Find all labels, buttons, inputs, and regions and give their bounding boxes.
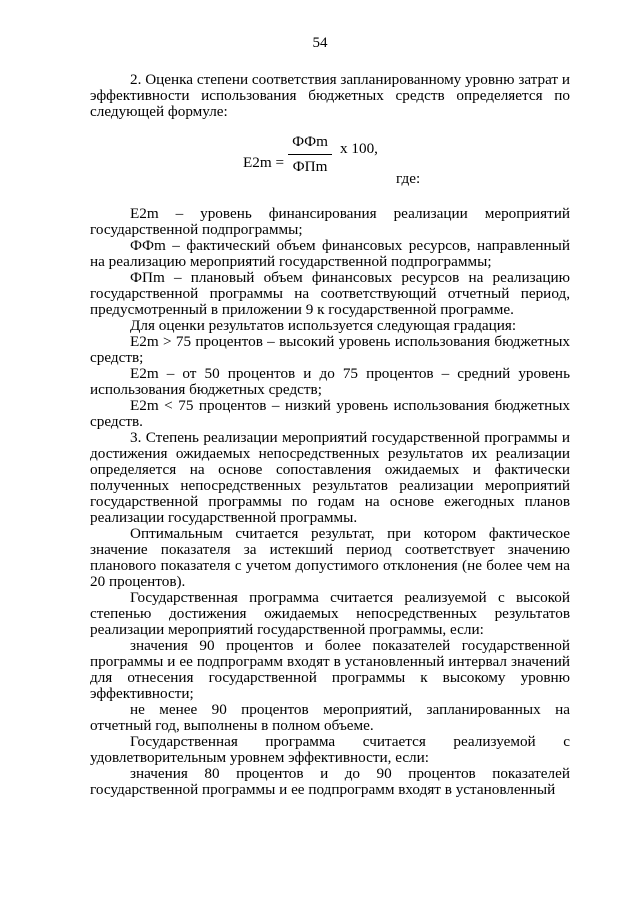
paragraph-high-level-indicators: значения 90 процентов и более показателей государственной программы и ее подпрограмм входят в установленный интервал значений для отнесения государственной программы к высокому уровню эффективности;: [90, 637, 570, 702]
paragraph-ffm-definition: ФФm – фактический объем финансовых ресурсов, направленный на реализацию мероприятий государственной подпрограммы;: [90, 237, 570, 270]
paragraph-gradation-low: E2m < 75 процентов – низкий уровень использования бюджетных средств.: [90, 397, 570, 430]
formula-denominator: ФПm: [292, 158, 328, 175]
paragraph-gradation-intro: Для оценки результатов используется следующая градация:: [130, 317, 517, 334]
formula-fraction: [288, 132, 332, 177]
paragraph-gradation-medium: E2m – от 50 процентов и до 75 процентов – средний уровень использования бюджетных средств;: [90, 365, 570, 398]
paragraph-high-level-condition: Государственная программа считается реализуемой с высокой степенью достижения ожидаемых непосредственных результатов реализации мероприятий государственной программы, если:: [90, 589, 570, 638]
document-body: [90, 72, 570, 798]
paragraph-gradation-high: E2m > 75 процентов – высокий уровень использования бюджетных средств;: [90, 333, 570, 366]
fraction-bar: [288, 154, 332, 155]
paragraph-satisfactory-indicators: значения 80 процентов и до 90 процентов показателей государственной программы и ее подпрограмм входят в установленный: [90, 765, 570, 798]
formula-multiplier: x 100,: [340, 140, 378, 157]
paragraph-implementation-degree: 3. Степень реализации мероприятий государственной программы и достижения ожидаемых непосредственных результатов их реализации определяется на основе сопоставления ожидаемых и фактически полученных непосредственных результатов реализации мероприятий государственной программы по годам на основе ежегодных планов реализации государственной программы.: [90, 429, 570, 526]
paragraph-budget-assessment: 2. Оценка степени соответствия запланированному уровню затрат и эффективности использования бюджетных средств определяется по следующей формуле:: [90, 71, 570, 120]
paragraph-optimal-result: Оптимальным считается результат, при котором фактическое значение показателя за истекший период соответствует значению планового показателя с учетом допустимого отклонения (не более чем на 20 процентов).: [90, 525, 570, 590]
page-number: 54: [312, 35, 328, 51]
paragraph-e2m-definition: E2m – уровень финансирования реализации мероприятий государственной подпрограммы;: [90, 205, 570, 238]
paragraph-satisfactory-condition: Государственная программа считается реализуемой с удовлетворительным уровнем эффективности, если:: [90, 733, 570, 766]
formula-lhs: E2m =: [243, 154, 285, 171]
paragraph-fpm-definition: ФПm – плановый объем финансовых ресурсов на реализацию государственной программы на соответствующий отчетный период, предусмотренный в приложении 9 к государственной программе.: [90, 269, 570, 318]
formula-where: где:: [396, 170, 421, 187]
formula-e2m: [90, 132, 570, 194]
paragraph-high-level-measures: не менее 90 процентов мероприятий, запланированных на отчетный год, выполнены в полном объеме.: [90, 701, 570, 734]
formula-numerator: ФФm: [292, 133, 328, 150]
